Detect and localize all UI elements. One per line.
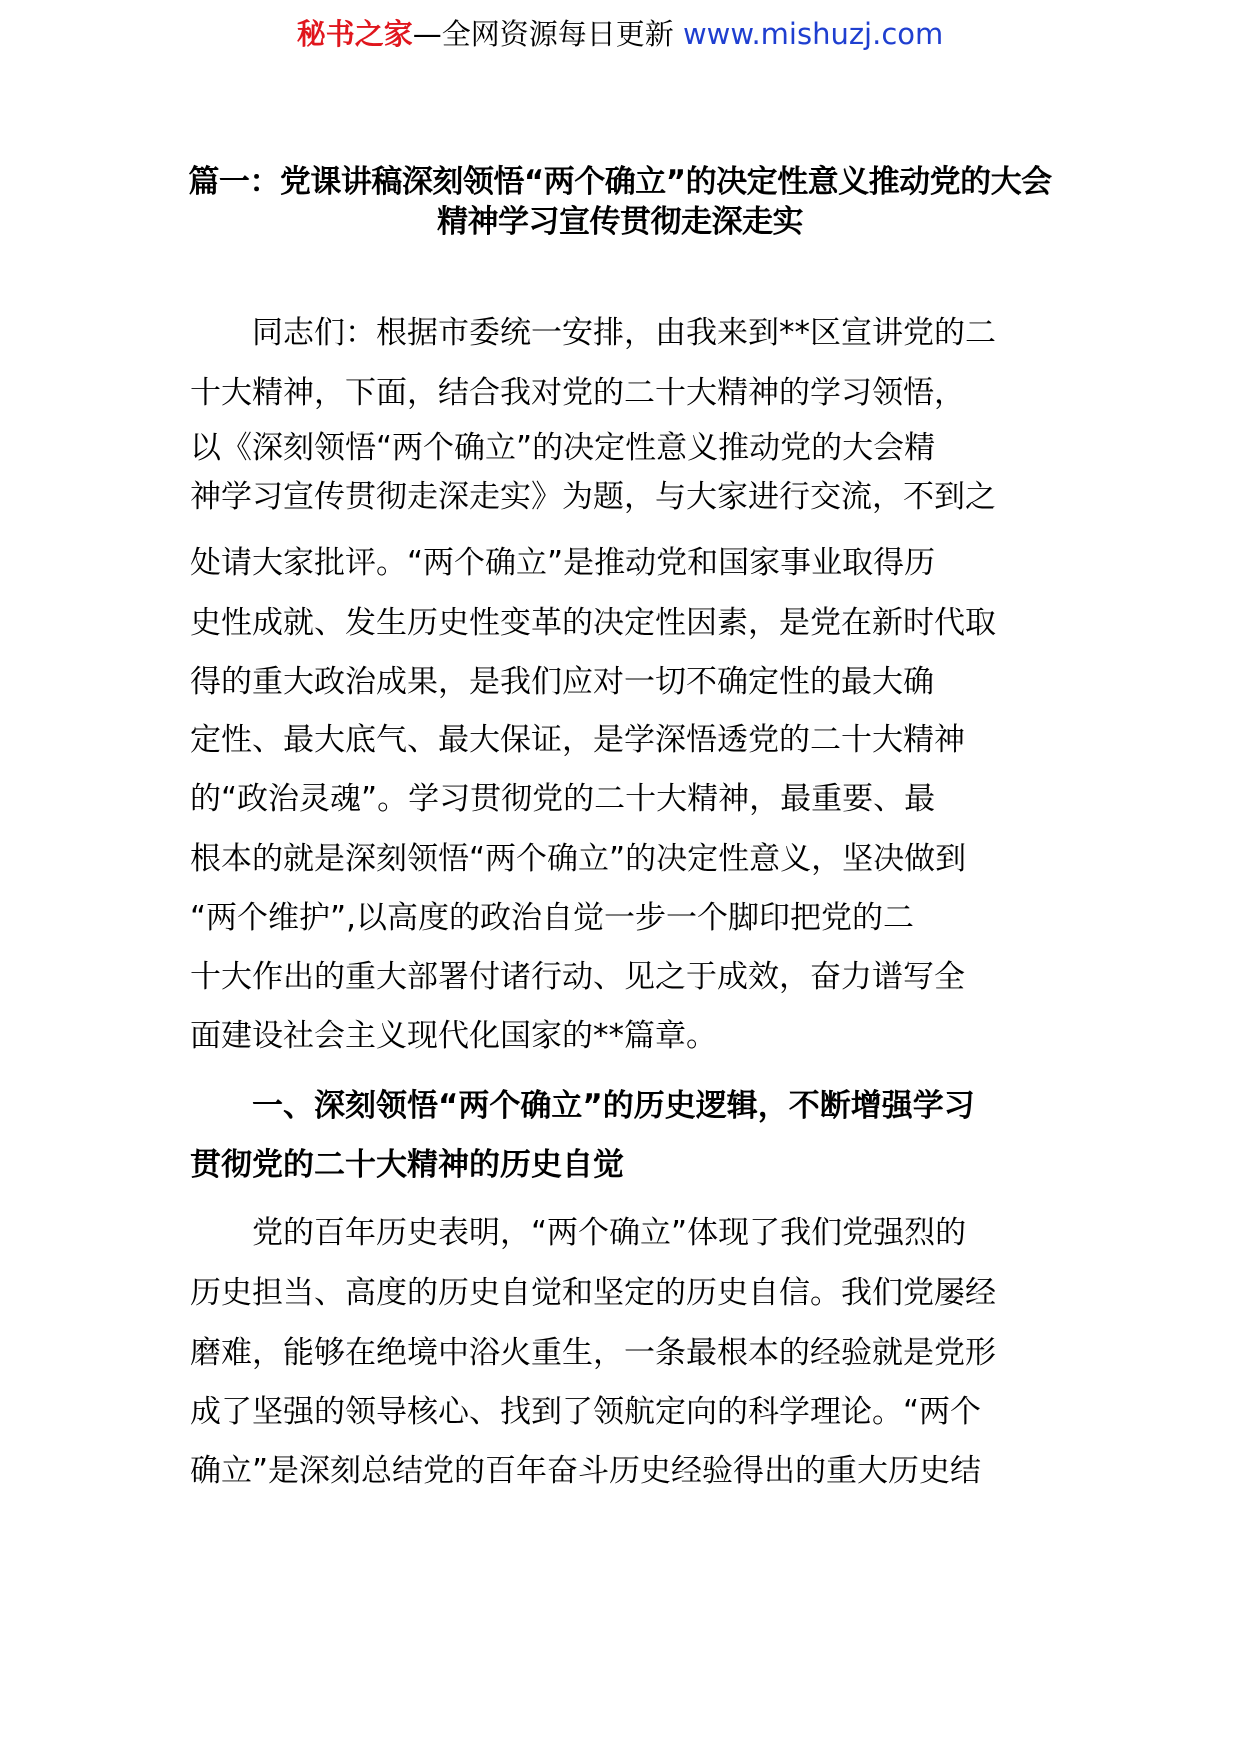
paragraph-line: 确立”是深刻总结党的百年奋斗历史经验得出的重大历史结: [190, 1453, 982, 1489]
site-tagline: —全网资源每日更新: [412, 17, 683, 51]
title-line-1: 篇一：党课讲稿深刻领悟“两个确立”的决定性意义推动党的大会: [188, 164, 1052, 200]
paragraph-line: 神学习宣传贯彻走深走实》为题，与大家进行交流，不到之: [190, 479, 996, 515]
paragraph-line: 以《深刻领悟“两个确立”的决定性意义推动党的大会精: [190, 430, 936, 466]
paragraph-line: 磨难，能够在绝境中浴火重生，一条最根本的经验就是党形: [190, 1335, 996, 1371]
paragraph-line: 处请大家批评。“两个确立”是推动党和国家事业取得历: [190, 545, 936, 581]
paragraph-line: 史性成就、发生历史性变革的决定性因素，是党在新时代取: [190, 605, 996, 641]
section-heading-line: 贯彻党的二十大精神的历史自觉: [190, 1147, 624, 1183]
paragraph-line: 十大作出的重大部署付诸行动、见之于成效，奋力谱写全: [190, 959, 965, 995]
site-brand: 秘书之家: [296, 17, 413, 51]
paragraph-line: 根本的就是深刻领悟“两个确立”的决定性意义，坚决做到: [190, 841, 967, 877]
paragraph-line: 得的重大政治成果，是我们应对一切不确定性的最大确: [190, 664, 934, 700]
paragraph-line: 同志们：根据市委统一安排，由我来到**区宣讲党的二: [190, 315, 996, 351]
paragraph-line: 的“政治灵魂”。学习贯彻党的二十大精神，最重要、最: [190, 781, 936, 817]
section-heading-line: 一、深刻领悟“两个确立”的历史逻辑，不断增强学习: [190, 1088, 975, 1124]
paragraph-line: 历史担当、高度的历史自觉和坚定的历史自信。我们党屡经: [190, 1275, 996, 1311]
site-url-link[interactable]: www.mishuzj.com: [682, 17, 944, 51]
paragraph-line: 定性、最大底气、最大保证，是学深悟透党的二十大精神: [190, 722, 965, 758]
paragraph-line: 十大精神，下面，结合我对党的二十大精神的学习领悟，: [190, 375, 965, 411]
paragraph-line: 成了坚强的领导核心、找到了领航定向的科学理论。“两个: [190, 1394, 982, 1430]
site-header: [0, 14, 1240, 54]
paragraph-line: 面建设社会主义现代化国家的**篇章。: [190, 1018, 717, 1054]
document-title: [140, 162, 1100, 242]
title-line-2: 精神学习宣传贯彻走深走实: [437, 204, 803, 240]
paragraph-line: 党的百年历史表明，“两个确立”体现了我们党强烈的: [190, 1215, 967, 1251]
paragraph-line: “两个维护”,以高度的政治自觉一步一个脚印把党的二: [190, 900, 914, 936]
